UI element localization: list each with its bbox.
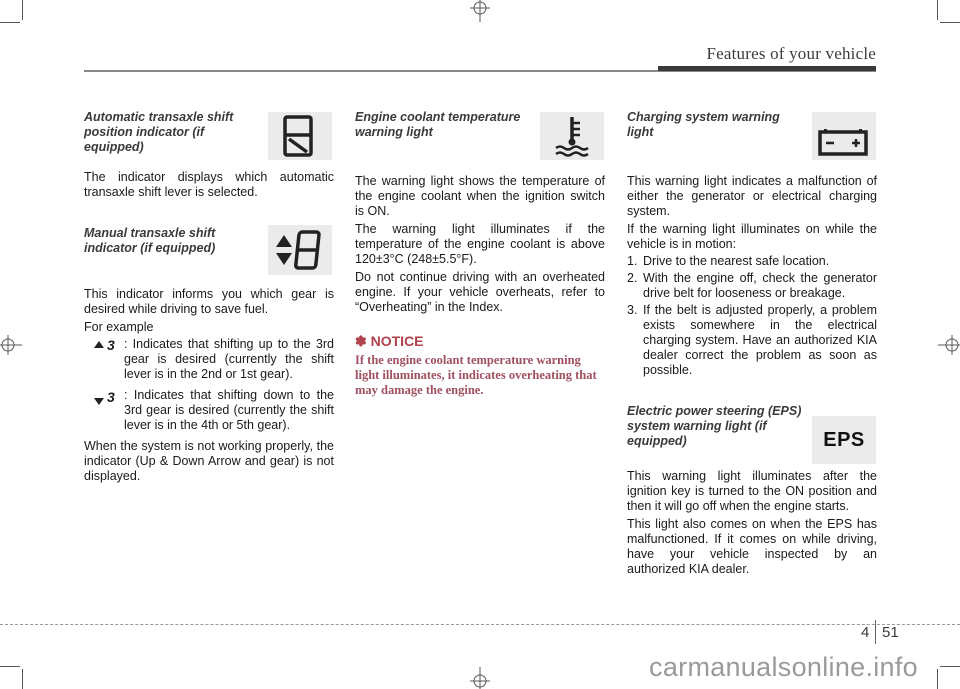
- footer-divider: [875, 620, 876, 644]
- charging-description-2: If the warning light illuminates on while the vehicle is in motion:: [627, 222, 877, 251]
- page-header-title: Features of your vehicle: [706, 44, 876, 63]
- example-label: For example: [84, 320, 154, 334]
- charging-description-1: This warning light indicates a malfunction of either the generator or electrical charging system.: [627, 174, 877, 218]
- registration-mark: [0, 333, 24, 357]
- crop-mark: [940, 666, 960, 667]
- auto-shift-description: The indicator displays which automatic transaxle shift lever is selected.: [84, 170, 334, 199]
- crop-mark: [22, 669, 23, 689]
- registration-mark: [468, 0, 492, 24]
- list-item: 3. If the belt is adjusted properly, a problem exists somewhere in the electrical charging system. Have an authorized KIA dealer correct the problem as soon as possible.: [627, 303, 877, 377]
- section-title-charging: Charging system warning light: [627, 110, 780, 139]
- shift-up-3-icon: [94, 338, 124, 356]
- eps-icon-text: EPS: [823, 428, 865, 451]
- footer-rule: [0, 624, 960, 625]
- registration-mark: [936, 333, 960, 357]
- section-title-manual-shift: Manual transaxle shift indicator (if equipped): [84, 226, 216, 255]
- manual-shift-up-down-icon: [268, 225, 332, 275]
- chapter-number: 4: [861, 624, 870, 641]
- eps-description-2: This light also comes on when the EPS has malfunctioned. If it comes on while driving, have your vehicle inspected by an authorized KIA dealer.: [627, 517, 877, 576]
- coolant-description-3: Do not continue driving with an overheated engine. If your vehicle overheats, refer to “Overheating” in the Index.: [355, 270, 605, 314]
- column-right: [627, 110, 877, 577]
- manual-shift-description: This indicator informs you which gear is desired while driving to save fuel.: [84, 287, 334, 316]
- manual-shift-closing: When the system is not working properly, the indicator (Up & Down Arrow and gear) is not displayed.: [84, 439, 334, 483]
- notice-body: If the engine coolant temperature warning light illuminates, it indicates overheating that may damage the engine.: [355, 353, 597, 397]
- section-title-eps: Electric power steering (EPS) system warning light (if equipped): [627, 404, 802, 448]
- registration-mark: [468, 665, 492, 689]
- notice-mark-icon: ✽: [355, 333, 367, 349]
- shift-down-3-icon: [94, 392, 124, 412]
- coolant-description-1: The warning light shows the temperature of the engine coolant when the ignition switch is ON.: [355, 174, 605, 218]
- section-title-coolant: Engine coolant temperature warning light: [355, 110, 521, 139]
- crop-mark: [0, 666, 20, 667]
- crop-mark: [0, 22, 20, 23]
- notice-heading: [355, 333, 605, 350]
- crop-mark: [937, 669, 938, 689]
- svg-text:3: 3: [107, 338, 115, 352]
- coolant-description-2: The warning light illuminates if the temperature of the engine coolant is above 120±3°C (248±5.5°F).: [355, 222, 605, 266]
- eps-icon: [812, 416, 876, 464]
- example-shift-down: 3 : Indicates that shifting down to the 3rd gear is desired (currently the shift lever is in the 4th or 5th gear).: [84, 388, 334, 433]
- header-accent-bar: [658, 66, 876, 71]
- column-left: [84, 110, 334, 484]
- watermark: carmanualsonline.info: [649, 652, 918, 682]
- svg-text:3: 3: [107, 392, 115, 405]
- column-middle: [355, 110, 605, 398]
- crop-mark: [937, 0, 938, 20]
- list-item: 1. Drive to the nearest safe location.: [627, 254, 830, 268]
- crop-mark: [22, 0, 23, 20]
- notice-label: NOTICE: [370, 333, 424, 349]
- list-item: 2. With the engine off, check the generator drive belt for looseness or breakage.: [627, 271, 877, 300]
- section-title-automatic-shift: Automatic transaxle shift position indicator (if equipped): [84, 110, 234, 154]
- page-number: 51: [882, 624, 899, 641]
- crop-mark: [940, 22, 960, 23]
- eps-description-1: This warning light illuminates after the ignition key is turned to the ON position and then it will go off when the engine starts.: [627, 469, 877, 513]
- example-shift-up: 3 : Indicates that shifting up to the 3rd gear is desired (currently the shift lever is in the 2nd or 1st gear).: [84, 337, 334, 382]
